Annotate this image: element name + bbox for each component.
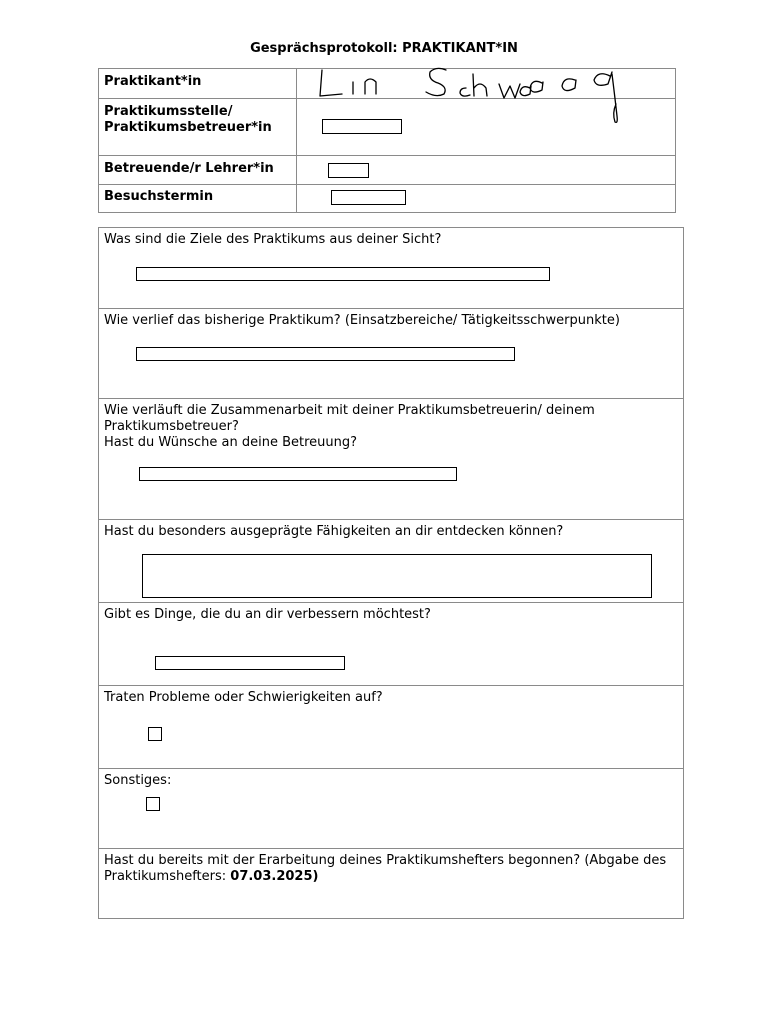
answer-input-5[interactable] — [155, 656, 345, 670]
praktikumsstelle-label: Praktikumsstelle/ Praktikumsbetreuer*in — [99, 99, 297, 155]
question-text-5: Gibt es Dinge, die du an dir verbessern möchtest? — [104, 607, 431, 622]
question-text-7: Sonstiges: — [104, 773, 172, 788]
question-text-1: Was sind die Ziele des Praktikums aus deiner Sicht? — [104, 232, 442, 247]
handwritten-name-signature — [210, 58, 530, 128]
question-text-4: Hast du besonders ausgeprägte Fähigkeiten an dir entdecken können? — [104, 524, 564, 539]
question-text-8 — [104, 853, 677, 885]
question-text-6: Traten Probleme oder Schwierigkeiten auf? — [104, 690, 383, 705]
besuchstermin-input[interactable] — [331, 190, 406, 205]
question-row-1 — [99, 228, 683, 309]
question-row-4 — [99, 520, 683, 603]
question-text-2: Wie verlief das bisherige Praktikum? (Einsatzbereiche/ Tätigkeitsschwerpunkte) — [104, 313, 620, 328]
question-row-3 — [99, 399, 683, 520]
lehrer-label: Betreuende/r Lehrer*in — [99, 156, 297, 184]
questions-table — [98, 227, 684, 919]
question-row-7 — [99, 769, 683, 849]
lehrer-value-cell — [297, 156, 675, 184]
answer-input-4[interactable] — [142, 554, 652, 598]
answer-input-3[interactable] — [139, 467, 457, 481]
question-row-5 — [99, 603, 683, 686]
question-text-3: Wie verläuft die Zusammenarbeit mit deiner Praktikumsbetreuerin/ deinem Praktikumsbetreuer? Hast du Wünsche an deine Betreuung? — [104, 403, 595, 450]
row-lehrer — [99, 156, 675, 185]
praktikant-label: Praktikant*in — [99, 69, 297, 98]
question-row-2 — [99, 309, 683, 399]
other-checkbox[interactable] — [146, 797, 160, 811]
answer-input-1[interactable] — [136, 267, 550, 281]
handwritten-name-signature-end — [520, 58, 620, 133]
lehrer-input[interactable] — [328, 163, 369, 178]
besuchstermin-label: Besuchstermin — [99, 185, 297, 212]
problems-checkbox[interactable] — [148, 727, 162, 741]
besuchstermin-value-cell — [297, 185, 675, 212]
question-row-6 — [99, 686, 683, 769]
deadline-date: 07.03.2025) — [230, 869, 319, 884]
page-title: Gesprächsprotokoll: PRAKTIKANT*IN — [250, 41, 518, 56]
question-text-8-prefix: Hast du bereits mit der Erarbeitung deines Praktikumshefters begonnen? (Abgabe des Praktikumshefters: — [104, 853, 667, 884]
answer-input-2[interactable] — [136, 347, 515, 361]
question-row-8 — [99, 849, 683, 918]
row-besuchstermin — [99, 185, 675, 212]
